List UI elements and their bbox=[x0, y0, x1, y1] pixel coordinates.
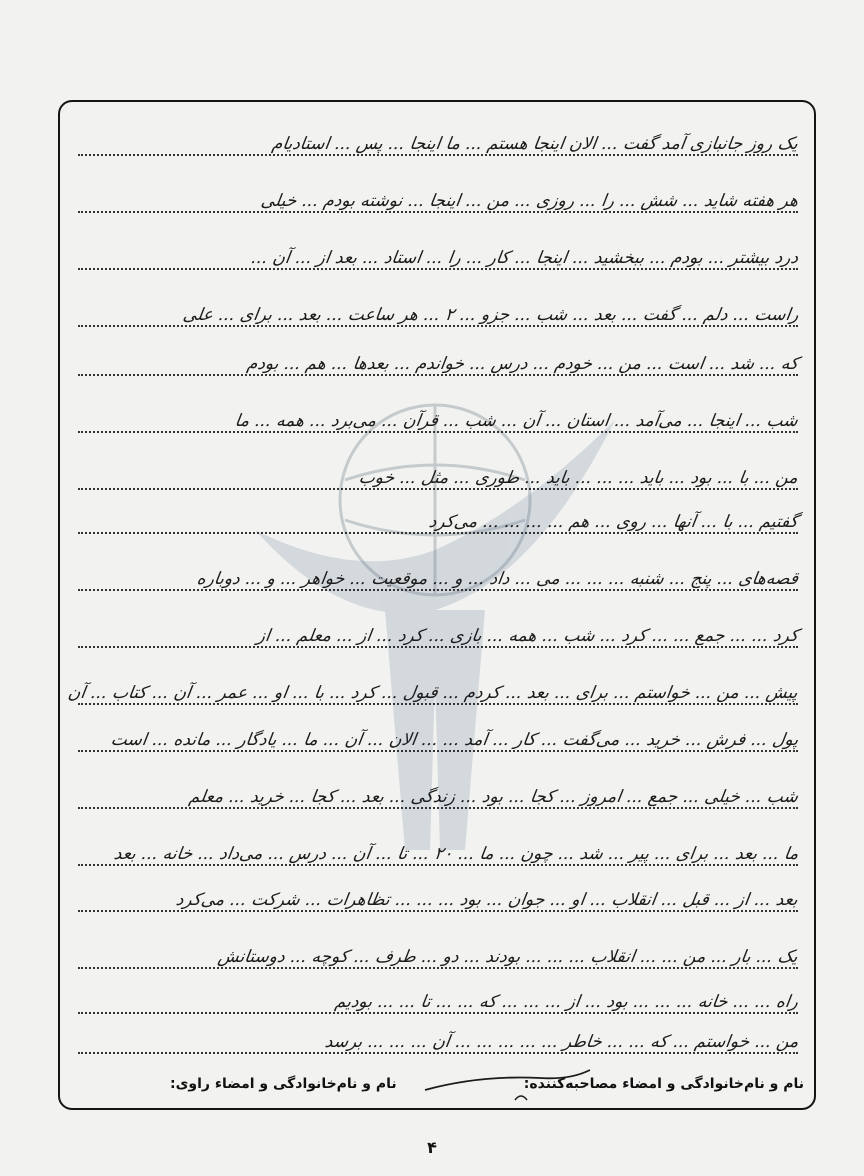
handwritten-text: من ... خواستم ... که ... ... خاطر ... ... ... ... ... آن ... ... ... برسد bbox=[323, 1032, 800, 1052]
text-line bbox=[78, 978, 798, 1018]
text-line bbox=[78, 498, 798, 538]
text-line bbox=[78, 120, 798, 160]
handwritten-text: هر هفته شاید ... شش ... را ... روزی ... من ... اینجا ... نوشته بودم ... خیلی bbox=[259, 191, 800, 211]
text-line bbox=[78, 454, 798, 494]
handwritten-text: راه ... ... خانه ... ... ... بود ... از ... ... ... که ... ... تا ... ... بودیم bbox=[333, 992, 800, 1012]
handwritten-text: شب ... خیلی ... جمع ... امروز ... کجا ... بود ... زندگی ... بعد ... کجا ... خرید ... معلم bbox=[187, 787, 800, 807]
text-line bbox=[78, 397, 798, 437]
handwritten-text: ما ... بعد ... برای ... پیر ... شد ... چون ... ما ... ۲۰ ... تا ... آن ... درس ... می‌داد ... خانه ... بعد bbox=[112, 844, 800, 864]
signature-scribble bbox=[420, 1060, 600, 1110]
text-line bbox=[78, 555, 798, 595]
handwritten-text: من ... با ... بود ... باید ... ... ... باید ... طوری ... مثل ... خوب bbox=[357, 468, 800, 488]
text-line bbox=[78, 340, 798, 380]
text-line bbox=[78, 830, 798, 870]
page-number: ۴ bbox=[427, 1138, 437, 1157]
handwritten-text: گفتیم ... با ... آنها ... روی ... هم ... ... ... ... می‌کرد bbox=[427, 512, 800, 532]
handwritten-text: قصه‌های ... پنج ... شنبه ... ... ... می ... داد ... و ... موقعیت ... خواهر ... و ... دوباره bbox=[195, 569, 800, 589]
text-line bbox=[78, 612, 798, 652]
handwritten-text: یک ... بار ... من ... ... انقلاب ... ... ... بودند ... دو ... طرف ... کوچه ... دوستانش bbox=[216, 947, 800, 967]
text-line bbox=[78, 177, 798, 217]
handwritten-text: بعد ... از ... قبل ... انقلاب ... او ... جوان ... بود ... ... ... تظاهرات ... شرکت ... می‌کرد bbox=[174, 890, 800, 910]
text-line bbox=[67, 669, 800, 709]
text-line bbox=[78, 291, 798, 331]
text-line bbox=[78, 234, 798, 274]
narrator-signature-label: نام و نام‌خانوادگی و امضاء راوی: bbox=[170, 1076, 397, 1092]
text-line bbox=[78, 933, 798, 973]
handwritten-text: شب ... اینجا ... می‌آمد ... استان ... آن ... شب ... قرآن ... می‌برد ... همه ... ما bbox=[233, 411, 800, 431]
text-line bbox=[78, 1018, 798, 1058]
text-line bbox=[78, 876, 798, 916]
handwritten-text: که ... شد ... است ... من ... خودم ... درس ... خواندم ... بعدها ... هم ... بودم bbox=[245, 354, 800, 374]
interviewer-signature-label: نام و نام‌خانوادگی و امضاء مصاحبه‌کننده: bbox=[523, 1076, 804, 1092]
handwritten-text: راست ... دلم ... گفت ... بعد ... شب ... جزو ... ۲ ... هر ساعت ... بعد ... برای ... علی bbox=[181, 305, 800, 325]
handwritten-text: درد بیشتر ... بودم ... ببخشید ... اینجا ... کار ... را ... استاد ... بعد از ... آن ... bbox=[249, 248, 800, 268]
handwritten-text: یک روز جانبازی آمد گفت ... الان اینجا هستم ... ما اینجا ... پس ... استادیام bbox=[270, 134, 800, 154]
handwritten-text: پیش ... من ... خواستم ... برای ... بعد ... کردم ... قبول ... کرد ... با ... او ... عمر ... آن ... کتاب ... آن bbox=[67, 683, 800, 703]
handwritten-text: پول ... فرش ... خرید ... می‌گفت ... کار ... آمد ... ... الان ... آن ... ما ... یادگار ... مانده ... است bbox=[109, 730, 800, 750]
text-line bbox=[78, 773, 798, 813]
handwritten-text: کرد ... ... جمع ... ... کرد ... شب ... همه ... بازی ... کرد ... از ... معلم ... از bbox=[255, 626, 800, 646]
text-line bbox=[78, 716, 798, 756]
